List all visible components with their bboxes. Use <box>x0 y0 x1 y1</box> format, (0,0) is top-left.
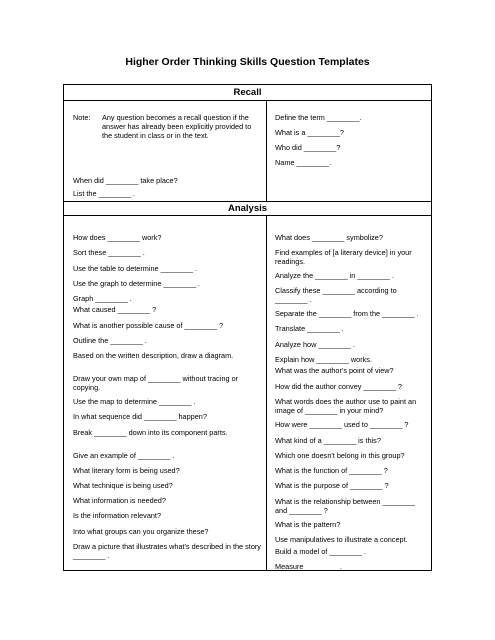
list-item: When did ________ take place? <box>73 176 178 185</box>
list-item: What is another possible cause of ________ ? <box>73 321 224 330</box>
list-item: What was the author's point of view? <box>275 366 394 375</box>
list-item: What kind of a ________ is this? <box>275 436 381 445</box>
list-item: Break ________ down into its component parts. <box>73 428 228 437</box>
list-item: What is the relationship between ________ and ________ ? <box>275 497 415 515</box>
list-item: Who did ________? <box>275 143 341 152</box>
list-item: Analyze the ________ in ________ . <box>275 271 394 280</box>
list-item: Use the graph to determine ________ . <box>73 279 200 288</box>
list-item: In what sequence did ________ happen? <box>73 412 207 421</box>
list-item: What caused ________ ? <box>73 305 157 314</box>
list-item: What does ________ symbolize? <box>275 233 383 242</box>
list-item: What is the function of ________ ? <box>275 466 388 475</box>
list-item: Separate the ________ from the ________ . <box>275 309 419 318</box>
list-item: Which one doesn't belong in this group? <box>275 451 405 460</box>
list-item: Find examples of [a literary device] in your readings. <box>275 248 412 266</box>
list-item: Translate ________ . <box>275 324 344 333</box>
list-item: What is the pattern? <box>275 520 341 529</box>
note-text: Any question becomes a recall question if the answer has already been explicitly provided to the student in class or in the text. <box>102 113 252 140</box>
list-item: Draw your own map of ________ without tracing or copying. <box>73 374 239 392</box>
list-item: Sort these ________ . <box>73 248 145 257</box>
list-item: Draw a picture that illustrates what's described in the story ________ . <box>73 542 261 560</box>
list-item: Give an example of ________ . <box>73 451 175 460</box>
list-item: Use the map to determine ________ . <box>73 397 196 406</box>
list-item: What literary form is being used? <box>73 466 180 475</box>
list-item: Name ________. <box>275 158 331 167</box>
list-item: Analyze how ________ . <box>275 340 355 349</box>
list-item: How does ________ work? <box>73 233 162 242</box>
list-item: What technique is being used? <box>73 481 173 490</box>
list-item: Is the information relevant? <box>73 511 162 520</box>
analysis-heading: Analysis <box>64 202 431 216</box>
list-item: What words does the author use to paint an image of ________ in your mind? <box>275 397 417 415</box>
note-label: Note: <box>73 113 91 122</box>
list-item: Define the term ________. <box>275 113 362 122</box>
list-item: Graph ________ . <box>73 294 132 303</box>
analysis-table <box>63 201 432 571</box>
list-item: List the ________ . <box>73 189 136 198</box>
recall-table <box>63 84 432 202</box>
list-item: Measure ________ . <box>275 562 342 571</box>
list-item: Build a model of ________ . <box>275 547 366 556</box>
list-item: Classify these ________ according to ________ . <box>275 286 397 304</box>
list-item: How were ________ used to ________ ? <box>275 420 409 429</box>
list-item: Explain how ________ works. <box>275 355 372 364</box>
list-item: What is a ________? <box>275 128 344 137</box>
list-item: Based on the written description, draw a diagram. <box>73 351 234 360</box>
page-title: Higher Order Thinking Skills Question Templates <box>125 56 370 68</box>
analysis-divider <box>266 216 267 570</box>
list-item: Use manipulatives to illustrate a concept. <box>275 535 408 544</box>
list-item: How did the author convey ________ ? <box>275 382 402 391</box>
list-item: What is the purpose of ________ ? <box>275 481 389 490</box>
recall-heading: Recall <box>64 85 431 101</box>
list-item: Use the table to determine ________ . <box>73 264 198 273</box>
list-item: Outline the ________ . <box>73 336 147 345</box>
list-item: Into what groups can you organize these? <box>73 527 209 536</box>
list-item: What information is needed? <box>73 496 166 505</box>
recall-divider <box>266 101 267 201</box>
